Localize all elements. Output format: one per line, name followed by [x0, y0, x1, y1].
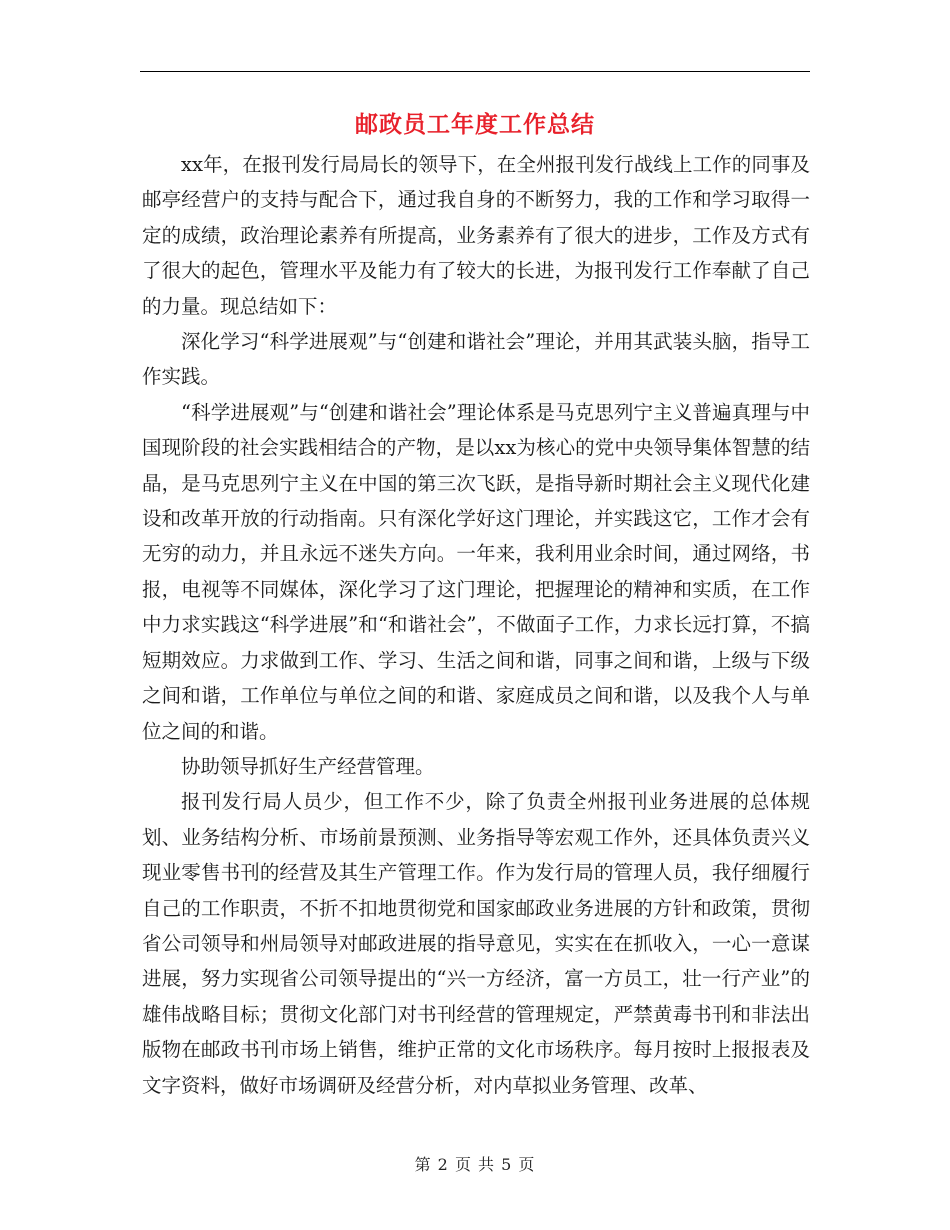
paragraph-management: 报刊发行局人员少，但工作不少，除了负责全州报刊业务进展的总体规划、业务结构分析、市场前景预测、业务指导等宏观工作外，还具体负责兴义现业零售书刊的经营及其生产管理工作。作为发行局的管理人员，我仔细履行自己的工作职责，不折不扣地贯彻党和国家邮政业务进展的方针和政策，贯彻省公司领导和州局领导对邮政进展的指导意见，实实在在抓收入，一心一意谋进展，努力实现省公司领导提出的“兴一方经济，富一方员工，壮一行产业”的雄伟战略目标；贯彻文化部门对书刊经营的管理规定，严禁黄毒书刊和非法出版物在邮政书刊市场上销售，维护正常的文化市场秩序。每月按时上报报表及文字资料，做好市场调研及经营分析，对内草拟业务管理、改革、 — [142, 790, 810, 1097]
paragraph-heading-study: 深化学习“科学进展观”与“创建和谐社会”理论，并用其武装头脑，指导工作实践。 — [142, 330, 810, 389]
header-rule — [140, 71, 810, 72]
document-body — [142, 147, 810, 1103]
document-title: 邮政员工年度工作总结 — [355, 111, 595, 138]
paragraph-heading-management: 协助领导抓好生产经营管理。 — [181, 754, 435, 778]
page-number-footer: 第 2 页 共 5 页 — [414, 1155, 536, 1174]
paragraph-theory: “科学进展观”与“创建和谐社会”理论体系是马克思列宁主义普遍真理与中国现阶段的社会实践相结合的产物，是以xx为核心的党中央领导集体智慧的结晶，是马克思列宁主义在中国的第三次飞跃，是指导新时期社会主义现代化建设和改革开放的行动指南。只有深化学好这门理论，并实践这它，工作才会有无穷的动力，并且永远不迷失方向。一年来，我利用业余时间，通过网络，书报，电视等不同媒体，深化学习了这门理论，把握理论的精神和实质，在工作中力求实践这“科学进展”和“和谐社会”，不做面子工作，力求长远打算，不搞短期效应。力求做到工作、学习、生活之间和谐，同事之间和谐，上级与下级之间和谐，工作单位与单位之间的和谐、家庭成员之间和谐，以及我个人与单位之间的和谐。 — [142, 400, 810, 743]
paragraph-intro: xx年，在报刊发行局局长的领导下，在全州报刊发行战线上工作的同事及邮亭经营户的支持与配合下，通过我自身的不断努力，我的工作和学习取得一定的成绩，政治理论素养有所提高，业务素养有了很大的进步，工作及方式有了很大的起色，管理水平及能力有了较大的长进，为报刊发行工作奉献了自己的力量。现总结如下： — [142, 153, 810, 318]
